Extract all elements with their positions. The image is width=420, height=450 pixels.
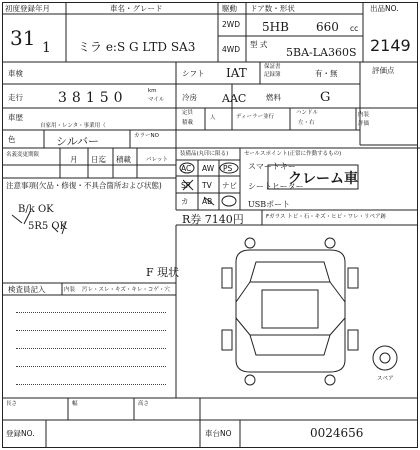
hw-mileage: 38150 bbox=[58, 90, 128, 106]
handle-label: ハンドル bbox=[296, 110, 319, 116]
shift-label: シフト bbox=[182, 69, 205, 78]
aircon-label: 冷房 bbox=[182, 93, 197, 102]
inspector-line bbox=[16, 330, 166, 331]
handle-lr-label: 左・右 bbox=[298, 120, 315, 126]
lot-label: 出品NO. bbox=[370, 4, 399, 13]
hw-note-2: 5R5 OK bbox=[28, 221, 68, 232]
equip-label: 装備品(丸印に限る) bbox=[180, 151, 229, 157]
4wd-label: 4WD bbox=[222, 45, 240, 54]
chassis-no-label: 車台NO bbox=[205, 429, 232, 438]
hw-aircon: AAC bbox=[222, 92, 247, 105]
hw-note-1: B/k OK bbox=[18, 204, 54, 215]
hw-color: シルバー bbox=[56, 135, 99, 148]
height-label: 高さ bbox=[138, 401, 150, 407]
interior-eval-label: 評価 bbox=[358, 121, 370, 127]
hw-month: 1 bbox=[42, 40, 51, 56]
color-no-label: カラーNO bbox=[134, 133, 159, 139]
inspector-line bbox=[16, 312, 166, 313]
warranty-label: 保証書 bbox=[264, 64, 281, 70]
month-label: 月 bbox=[70, 155, 78, 164]
length-label: 長さ bbox=[6, 401, 18, 407]
inspector-line bbox=[16, 384, 166, 385]
hw-sales-2: シートヒーター bbox=[248, 182, 304, 191]
color-label: 色 bbox=[8, 135, 16, 144]
hw-fuel: G bbox=[320, 90, 331, 105]
hw-car-name: ミラ e:S G LTD SA3 bbox=[78, 40, 196, 54]
equip-aw: AW bbox=[202, 164, 215, 173]
hw-sales-1: スマートキー bbox=[248, 162, 296, 171]
width-label: 幅 bbox=[72, 401, 78, 407]
sales-point-label: セールスポイント(正常に作動するもの) bbox=[244, 151, 342, 157]
day-til-label: 日迄 bbox=[91, 155, 106, 164]
doors-label: ドア数・形状 bbox=[250, 4, 295, 13]
car-name-label: 車名・グレード bbox=[110, 4, 163, 13]
interior-kinds-label: 汚レ・スレ・キズ・キレ・コゲ・穴 bbox=[82, 287, 170, 293]
hw-doors: 5HB bbox=[262, 20, 289, 34]
hw-year: 31 bbox=[10, 26, 36, 50]
hw-chassis: 0024656 bbox=[310, 426, 364, 440]
load-label: 積載 bbox=[182, 120, 194, 126]
hw-r-book: R券 7140円 bbox=[182, 213, 244, 226]
persons-label: 人 bbox=[210, 115, 216, 121]
km-label: km bbox=[148, 88, 157, 94]
equip-sr: SR bbox=[181, 181, 191, 190]
mileage-label: 走行 bbox=[8, 93, 23, 102]
hw-shift: IAT bbox=[226, 66, 247, 80]
dealer-label: ディーラー並行 bbox=[236, 114, 275, 120]
interior-label: 内装 bbox=[358, 112, 370, 118]
equip-ac: AC bbox=[181, 164, 192, 173]
history-options: 自家用・レンタ・事業用（ bbox=[40, 123, 106, 129]
inspector-line bbox=[16, 348, 166, 349]
hw-claim-stamp: クレーム車 bbox=[288, 171, 358, 187]
record-book-label: 記録簿 bbox=[264, 72, 281, 78]
inspector-entry-label: 検査員記入 bbox=[8, 285, 46, 294]
capacity-label: 定員 bbox=[182, 110, 194, 116]
pallet-label: パレット bbox=[146, 157, 168, 163]
hw-cc: 660 bbox=[316, 20, 339, 34]
drive-label: 駆動 bbox=[222, 4, 237, 13]
history-label: 車歴 bbox=[8, 113, 23, 122]
notes-label: 注意事項(欠品・修復・不具合箇所および状態) bbox=[6, 181, 162, 190]
reg-no-label: 登録NO. bbox=[6, 429, 35, 438]
mile-label: マイル bbox=[148, 97, 165, 103]
hw-model: 5BA-LA360S bbox=[286, 46, 357, 59]
spare-label: スペア bbox=[377, 376, 394, 382]
type-model-label: 型 式 bbox=[250, 40, 268, 49]
equip-navi: ナビ bbox=[222, 181, 237, 190]
first-reg-label: 初度登録年月 bbox=[5, 4, 50, 13]
interior-col-label: 内装 bbox=[64, 287, 76, 293]
hw-lot-no: 2149 bbox=[370, 36, 411, 55]
eval-label: 評価点 bbox=[372, 66, 395, 75]
inspection-label: 車検 bbox=[8, 69, 23, 78]
equip-ab: AB bbox=[202, 197, 213, 206]
cc-label: cc bbox=[350, 24, 359, 33]
equip-tv: TV bbox=[202, 181, 212, 190]
equip-ka: カ bbox=[181, 197, 189, 206]
fuel-label: 燃料 bbox=[266, 93, 281, 102]
name-change-label: 名義変更期限 bbox=[6, 152, 40, 158]
f-glass-label: Fガラス トビ・石・キズ・ヒビ・ワレ・リペア跡 bbox=[266, 214, 387, 220]
inspector-line bbox=[16, 366, 166, 367]
hw-sales-3: USBポート bbox=[248, 200, 291, 209]
yes-no-label: 有・無 bbox=[315, 69, 338, 78]
loading-label: 積載 bbox=[116, 155, 131, 164]
hw-f-note: F 現状 bbox=[146, 266, 180, 279]
2wd-label: 2WD bbox=[222, 20, 240, 29]
equip-ps: PS bbox=[223, 164, 233, 173]
car-diagram bbox=[222, 238, 397, 385]
